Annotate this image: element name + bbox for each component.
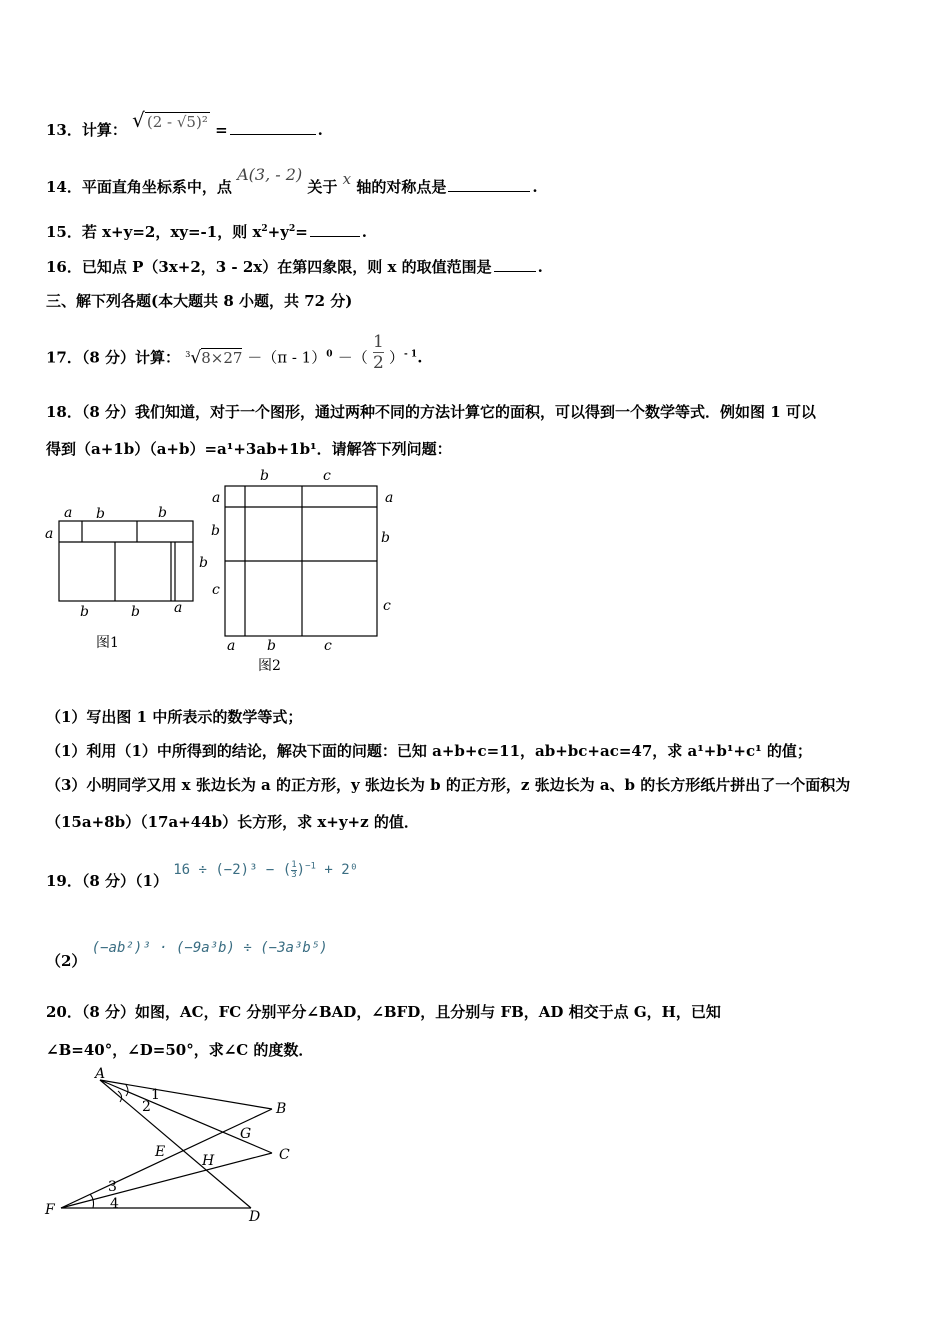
- question-15: 15．若 x+y=2，xy=-1，则 $x^2+y^2=$ .: [46, 223, 368, 241]
- fig1-caption: 图1: [96, 635, 119, 651]
- q13-equals: =: [215, 121, 228, 139]
- point-g-label: G: [240, 1126, 252, 1142]
- sqrt-expression: √ (2 - √5)²: [132, 108, 208, 132]
- question-18-line1: 18．（8 分）我们知道，对于一个图形，通过两种不同的方法计算它的面积，可以得到一个数学等式．例如图 1 可以: [46, 403, 816, 421]
- angle-1-label: 1: [151, 1087, 160, 1103]
- fig2-top-label: c: [323, 468, 331, 484]
- x-axis-symbol: x: [342, 170, 352, 188]
- question-19-part1: 19．（8 分）（1） 16 ÷ (−2)³ − ( $\frac{1}{3}$ )$^{-1}$ + 2⁰: [46, 859, 359, 890]
- figure-2: [200, 466, 410, 678]
- fig2-left-label: c: [212, 582, 220, 598]
- question-18-part3b: （15a+8b）（17a+44b）长方形，求 x+y+z 的值．: [46, 813, 419, 831]
- question-20-line1: 20．（8 分）如图，AC，FC 分别平分∠BAD，∠BFD，且分别与 FB，AD 相交于点 G，H，已知: [46, 1003, 721, 1021]
- point-f-label: F: [45, 1202, 55, 1218]
- angle-3-label: 3: [108, 1179, 117, 1195]
- point-h-label: H: [202, 1153, 215, 1169]
- answer-blank-16: [494, 270, 536, 272]
- expression-2: (−ab²)³ · (−9a³b) ÷ (−3a³b⁵): [91, 940, 328, 956]
- q14-prefix: 14．平面直角坐标系中，点: [46, 178, 232, 196]
- fig1-top-label: a: [64, 505, 73, 521]
- fig1-bottom-label: b: [80, 604, 89, 620]
- fig1-top-label: b: [96, 506, 105, 522]
- question-13: 13．计算： √ (2 - √5)² = .: [46, 108, 323, 139]
- point-c-label: C: [279, 1147, 290, 1163]
- fig1-bottom-label: b: [131, 604, 140, 620]
- fig2-right-label: b: [381, 530, 390, 546]
- question-18-part2: （1）利用（1）中所得到的结论，解决下面的问题：已知 a+b+c=11，ab+bc+ac=47，求 a¹+b¹+c¹ 的值；: [46, 742, 812, 760]
- fig1-right-label: b: [199, 555, 208, 571]
- angle-4-label: 4: [110, 1196, 119, 1212]
- fig2-left-label: a: [212, 490, 221, 506]
- expression-1: 16 ÷ (−2)³ − ( $\frac{1}{3}$ )$^{-1}$ + 2⁰: [173, 859, 359, 880]
- answer-blank-13: [230, 133, 316, 135]
- section-3-heading: 三、解下列各题(本大题共 8 小题，共 72 分): [46, 292, 353, 310]
- cube-root-expression: $^3$√8×27: [185, 347, 243, 368]
- answer-blank-15: [310, 235, 360, 237]
- question-18-part1: （1）写出图 1 中所表示的数学等式；: [46, 708, 303, 726]
- question-17: 17．（8 分）计算： $^3$√8×27 －（π - 1）$^0$ －（ $\frac{1}{2}$ ）$^{- 1}$.: [46, 332, 423, 373]
- answer-blank-14: [448, 190, 530, 192]
- fig2-right-label: a: [385, 490, 394, 506]
- fig2-bottom-label: b: [267, 638, 276, 654]
- point-d-label: D: [249, 1209, 261, 1225]
- fig2-caption: 图2: [258, 658, 281, 674]
- point-a-label: A: [95, 1066, 106, 1082]
- question-18-line2: 得到（a+1b）（a+b）=a¹+3ab+1b¹．请解答下列问题：: [46, 440, 452, 458]
- question-18-part3a: （3）小明同学又用 x 张边长为 a 的正方形，y 张边长为 b 的正方形，z 张边长为 a、b 的长方形纸片拼出了一个面积为: [46, 776, 851, 794]
- fig2-right-label: c: [383, 598, 391, 614]
- question-20-line2: ∠B=40°，∠D=50°，求∠C 的度数．: [46, 1041, 314, 1059]
- question-19-part2: （2） (−ab²)³ · (−9a³b) ÷ (−3a³b⁵): [46, 940, 328, 970]
- figure-1: [40, 500, 210, 660]
- question-14: 14．平面直角坐标系中，点 A(3, - 2) 关于 x 轴的对称点是 .: [46, 165, 538, 196]
- fig1-left-label: a: [45, 526, 54, 542]
- point-e-label: E: [155, 1144, 166, 1160]
- angle-2-label: 2: [142, 1099, 151, 1115]
- fig1-bottom-label: a: [174, 600, 183, 616]
- question-16: 16．已知点 P（3x+2，3 - 2x）在第四象限，则 x 的取值范围是 .: [46, 258, 543, 276]
- fig2-left-label: b: [211, 523, 220, 539]
- figure-3: [40, 1062, 310, 1230]
- fig2-bottom-label: a: [227, 638, 236, 654]
- point-b-label: B: [276, 1101, 287, 1117]
- fraction-one-half: $\frac{1}{2}$: [372, 332, 384, 373]
- fig2-bottom-label: c: [324, 638, 332, 654]
- q13-prefix: 13．计算：: [46, 121, 127, 139]
- fig2-top-label: b: [260, 468, 269, 484]
- fig1-top-label: b: [158, 505, 167, 521]
- point-a: A(3, - 2): [237, 165, 303, 184]
